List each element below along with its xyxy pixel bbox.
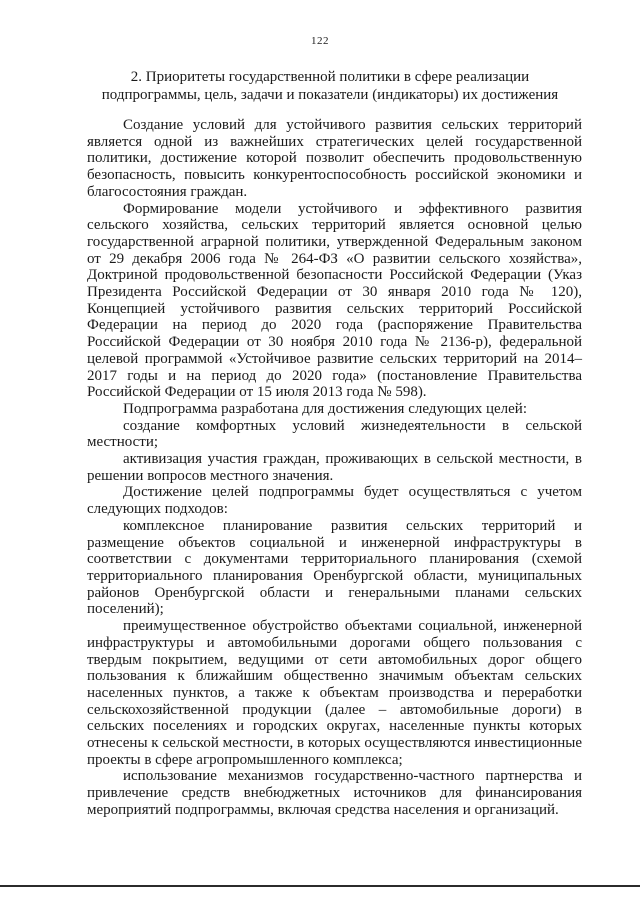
section-heading-line-1: 2. Приоритеты государственной политики в сфере реализации [130,69,530,85]
paragraph-policy-basis: Формирование модели устойчивого и эффективного развития сельского хозяйства, сельских территорий является основной целью государственной аграрной политики, утвержденной Федеральным законом от 29 декабря 2006 года № 264-ФЗ «О развитии сельского хозяйства», Доктриной продовольственной безопасности Российской Федерации (Указ Президента Российской Федерации от 30 января 2010 года № 120), Концепцией устойчивого развития сельских территорий Российской Федерации на период до 2020 года (распоряжение Правительства Российской Федерации от 30 ноября 2010 года № 2136-р), федеральной целевой программой «Устойчивое развитие сельских территорий на 2014–2017 годы и на период до 2020 года» (постановление Правительства Российской Федерации от 15 июля 2013 года № 598). [87,200,582,401]
paragraph-objective-2: активизация участия граждан, проживающих в сельской местности, в решении вопросов местного значения. [87,451,582,484]
paragraph-approach-2: преимущественное обустройство объектами социальной, инженерной инфраструктуры и автомобильными дорогами общего пользования с твердым покрытием, ведущими от сети автомобильных дорог общего пользования к ближайшим общественно значимым объектам сельских населенных пунктов, а также к объектам производства и переработки сельскохозяйственной продукции (далее – автомобильные дороги) в сельских поселениях и городских округах, населенные пункты которых отнесены к сельской местности, в которых осуществляются инвестиционные проекты в сфере агропромышленного комплекса; [87,618,582,768]
paragraph-objectives-intro: Подпрограмма разработана для достижения следующих целей: [123,400,527,417]
paragraph-objective-1: создание комфортных условий жизнедеятельности в сельской местности; [87,417,582,451]
section-heading-line-2: подпрограммы, цель, задачи и показатели (индикаторы) их достижения [101,87,559,103]
bottom-rule [0,885,640,887]
section-heading [80,68,580,104]
paragraph-goal: Создание условий для устойчивого развития сельских территорий является одной из важнейших стратегических целей государственной политики, достижение которой позволит обеспечить продовольственную безопасность, повысить конкурентоспособность российской экономики и благосостояния граждан. [87,117,582,200]
paragraph-approaches-intro: Достижение целей подпрограммы будет осуществляться с учетом следующих подходов: [87,484,582,518]
page-number: 122 [311,35,329,47]
paragraph-approach-1: комплексное планирование развития сельских территорий и размещение объектов социальной и инженерной инфраструктуры в соответствии с документами территориального планирования (схемой территориального планирования Оренбургской области, муниципальных районов Оренбургской области и генеральными планами сельских поселений); [87,517,582,618]
paragraph-approach-3: использование механизмов государственно-частного партнерства и привлечение средств внебюджетных источников для финансирования мероприятий подпрограммы, включая средства населения и организаций. [87,768,582,818]
body-text [87,117,582,819]
